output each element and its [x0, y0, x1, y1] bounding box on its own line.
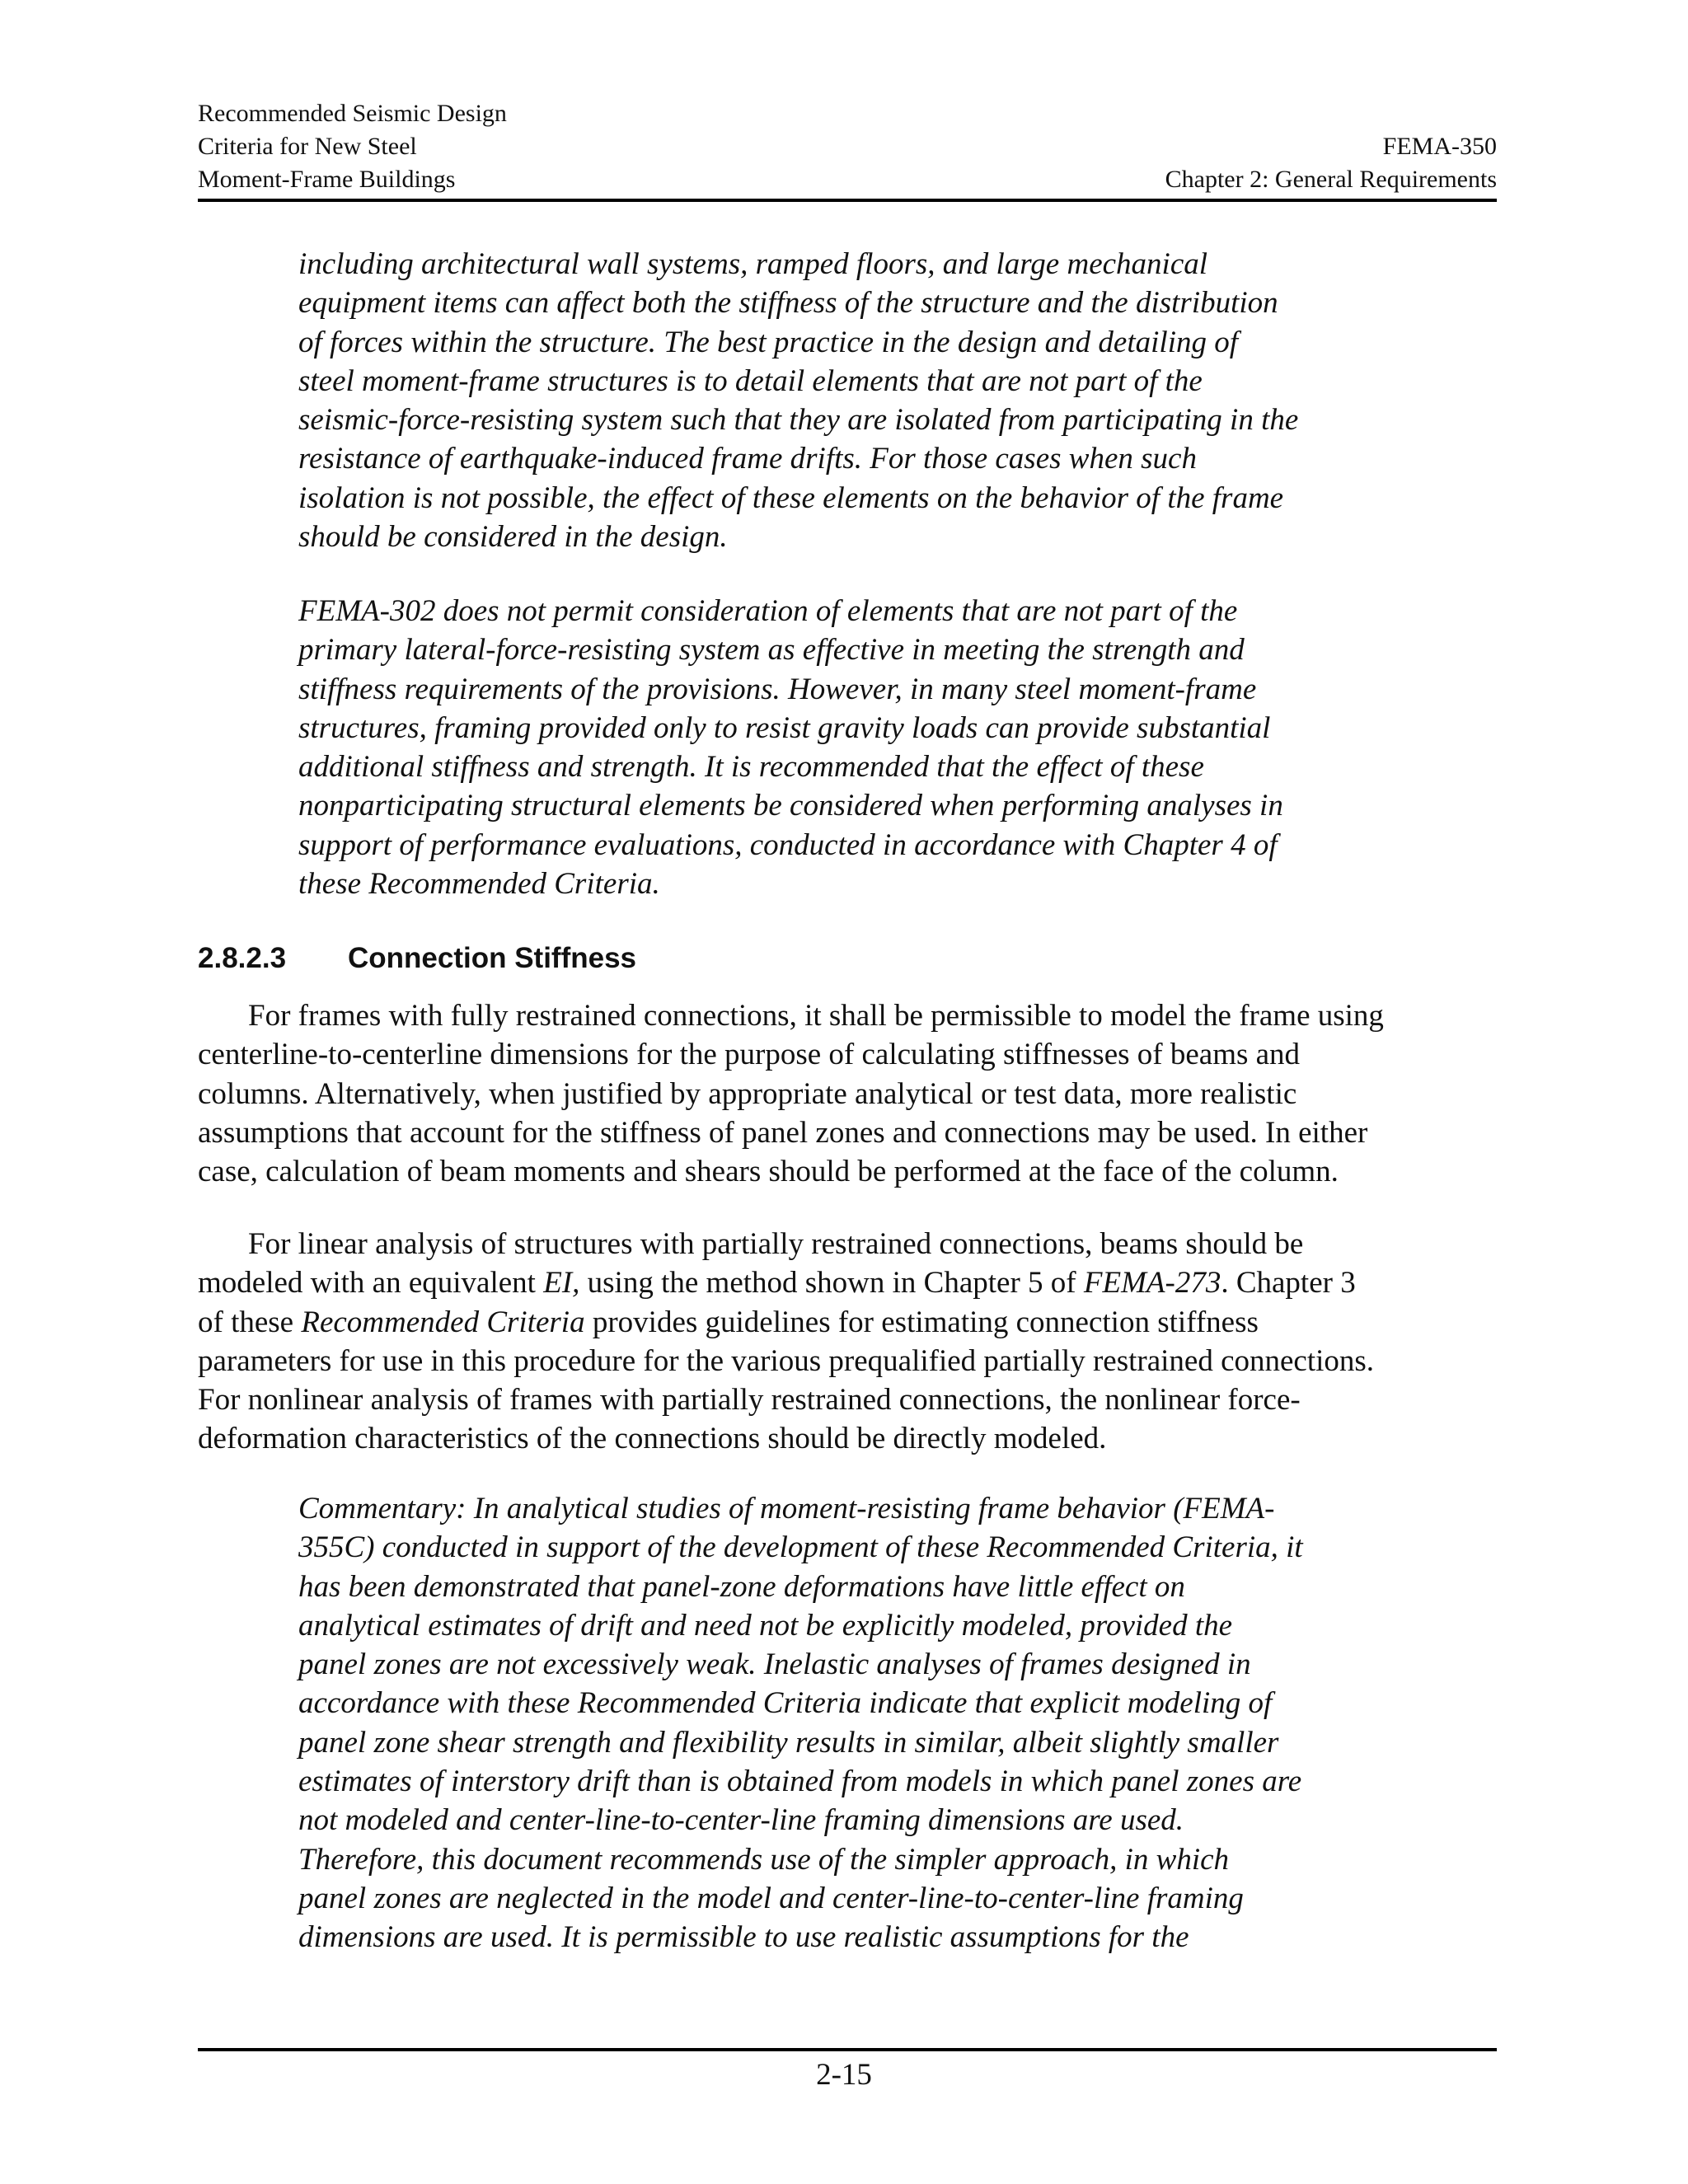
text-line: estimates of interstory drift than is obtained from models in which panel zones are [298, 1765, 1302, 1799]
text-line: analytical estimates of drift and need not be explicitly modeled, provided the [298, 1608, 1233, 1643]
text-line: additional stiffness and strength. It is recommended that the effect of these [298, 750, 1204, 785]
text-line: deformation characteristics of the connections should be directly modeled. [198, 1422, 1107, 1456]
text-run-italic: FEMA-273 [1083, 1266, 1221, 1301]
commentary-paragraph-3 [298, 1489, 1403, 1957]
section-title: Connection Stiffness [348, 942, 637, 974]
header-title-line: Criteria for New Steel [198, 133, 417, 160]
commentary-paragraph-1 [298, 245, 1403, 556]
header-rule [198, 199, 1497, 202]
header-title-line: Recommended Seismic Design [198, 100, 507, 127]
text-run: . Chapter 3 [1221, 1266, 1356, 1301]
text-line: panel zones are not excessively weak. Inelastic analyses of frames designed in [298, 1647, 1251, 1682]
text-line: For nonlinear analysis of frames with partially restrained connections, the nonlinear force- [198, 1383, 1301, 1418]
text-line: case, calculation of beam moments and shears should be performed at the face of the column. [198, 1155, 1339, 1189]
text-line: primary lateral-force-resisting system as effective in meeting the strength and [298, 633, 1245, 668]
text-line: not modeled and center-line-to-center-line framing dimensions are used. [298, 1803, 1184, 1838]
text-line: dimensions are used. It is permissible to use realistic assumptions for the [298, 1920, 1189, 1955]
text-line: nonparticipating structural elements be considered when performing analyses in [298, 789, 1283, 823]
text-line: equipment items can affect both the stiffness of the structure and the distribution [298, 286, 1278, 321]
text-line: For linear analysis of structures with partially restrained connections, beams should be [248, 1227, 1304, 1261]
text-line: structures, framing provided only to resist gravity loads can provide substantial [298, 710, 1271, 745]
commentary-paragraph-2 [298, 592, 1403, 903]
text-line: Therefore, this document recommends use of the simpler approach, in which [298, 1842, 1230, 1877]
text-line: should be considered in the design. [298, 520, 728, 555]
text-line [148, 1263, 1500, 1302]
section-heading [198, 940, 636, 977]
text-line: 355C) conducted in support of the development of these Recommended Criteria, it [298, 1530, 1303, 1565]
text-line: steel moment-frame structures is to detail elements that are not part of the [298, 363, 1203, 398]
text-line: seismic-force-resisting system such that they are isolated from participating in the [298, 403, 1299, 438]
page-header [198, 97, 1497, 199]
text-run: of these [198, 1305, 302, 1339]
text-line: including architectural wall systems, ramped floors, and large mechanical [298, 247, 1208, 281]
text-run-italic: Recommended Criteria [301, 1305, 585, 1339]
text-line [148, 1303, 1500, 1342]
footer-rule [198, 2048, 1497, 2051]
text-line: For frames with fully restrained connections, it shall be permissible to model the frame using [248, 999, 1384, 1033]
text-line: these Recommended Criteria. [298, 867, 660, 902]
header-doc-id: FEMA-350 [1382, 133, 1497, 160]
header-title-line: Moment-Frame Buildings [198, 166, 456, 193]
text-line: parameters for use in this procedure for the various prequalified partially restrained connections. [198, 1343, 1375, 1378]
text-run: provides guidelines for estimating connection stiffness [584, 1305, 1259, 1339]
text-line: support of performance evaluations, conducted in accordance with Chapter 4 of [298, 827, 1278, 862]
text-line: columns. Alternatively, when justified by appropriate analytical or test data, more realistic [198, 1076, 1297, 1111]
text-line: accordance with these Recommended Criteria indicate that explicit modeling of [298, 1686, 1273, 1721]
text-line: isolation is not possible, the effect of these elements on the behavior of the frame [298, 480, 1284, 515]
text-line: panel zones are neglected in the model and center-line-to-center-line framing [298, 1881, 1244, 1915]
header-publication-title [198, 97, 507, 196]
text-line: stiffness requirements of the provisions. However, in many steel moment-frame [298, 672, 1257, 706]
text-run: using the method shown in Chapter 5 of [579, 1266, 1084, 1301]
text-line: of forces within the structure. The best practice in the design and detailing of [298, 325, 1239, 359]
text-line: has been demonstrated that panel-zone deformations have little effect on [298, 1569, 1185, 1604]
page-number: 2-15 [816, 2058, 872, 2092]
section-number: 2.8.2.3 [198, 942, 287, 974]
text-run-italic: EI, [543, 1266, 580, 1301]
text-line: panel zone shear strength and flexibility results in similar, albeit slightly smaller [298, 1725, 1279, 1760]
text-line: assumptions that account for the stiffness of panel zones and connections may be used. In either [198, 1115, 1368, 1150]
text-line: FEMA-302 does not permit consideration of elements that are not part of the [298, 594, 1238, 628]
text-line: resistance of earthquake-induced frame drifts. For those cases when such [298, 442, 1197, 476]
text-line: Commentary: In analytical studies of moment-resisting frame behavior (FEMA- [298, 1492, 1275, 1526]
body-paragraph-2 [198, 1225, 1500, 1459]
header-chapter: Chapter 2: General Requirements [1165, 166, 1497, 193]
text-run: modeled with an equivalent [198, 1266, 544, 1301]
text-line: centerline-to-centerline dimensions for the purpose of calculating stiffnesses of beams and [198, 1038, 1301, 1072]
body-paragraph-1 [198, 996, 1500, 1191]
header-right [1165, 130, 1497, 196]
